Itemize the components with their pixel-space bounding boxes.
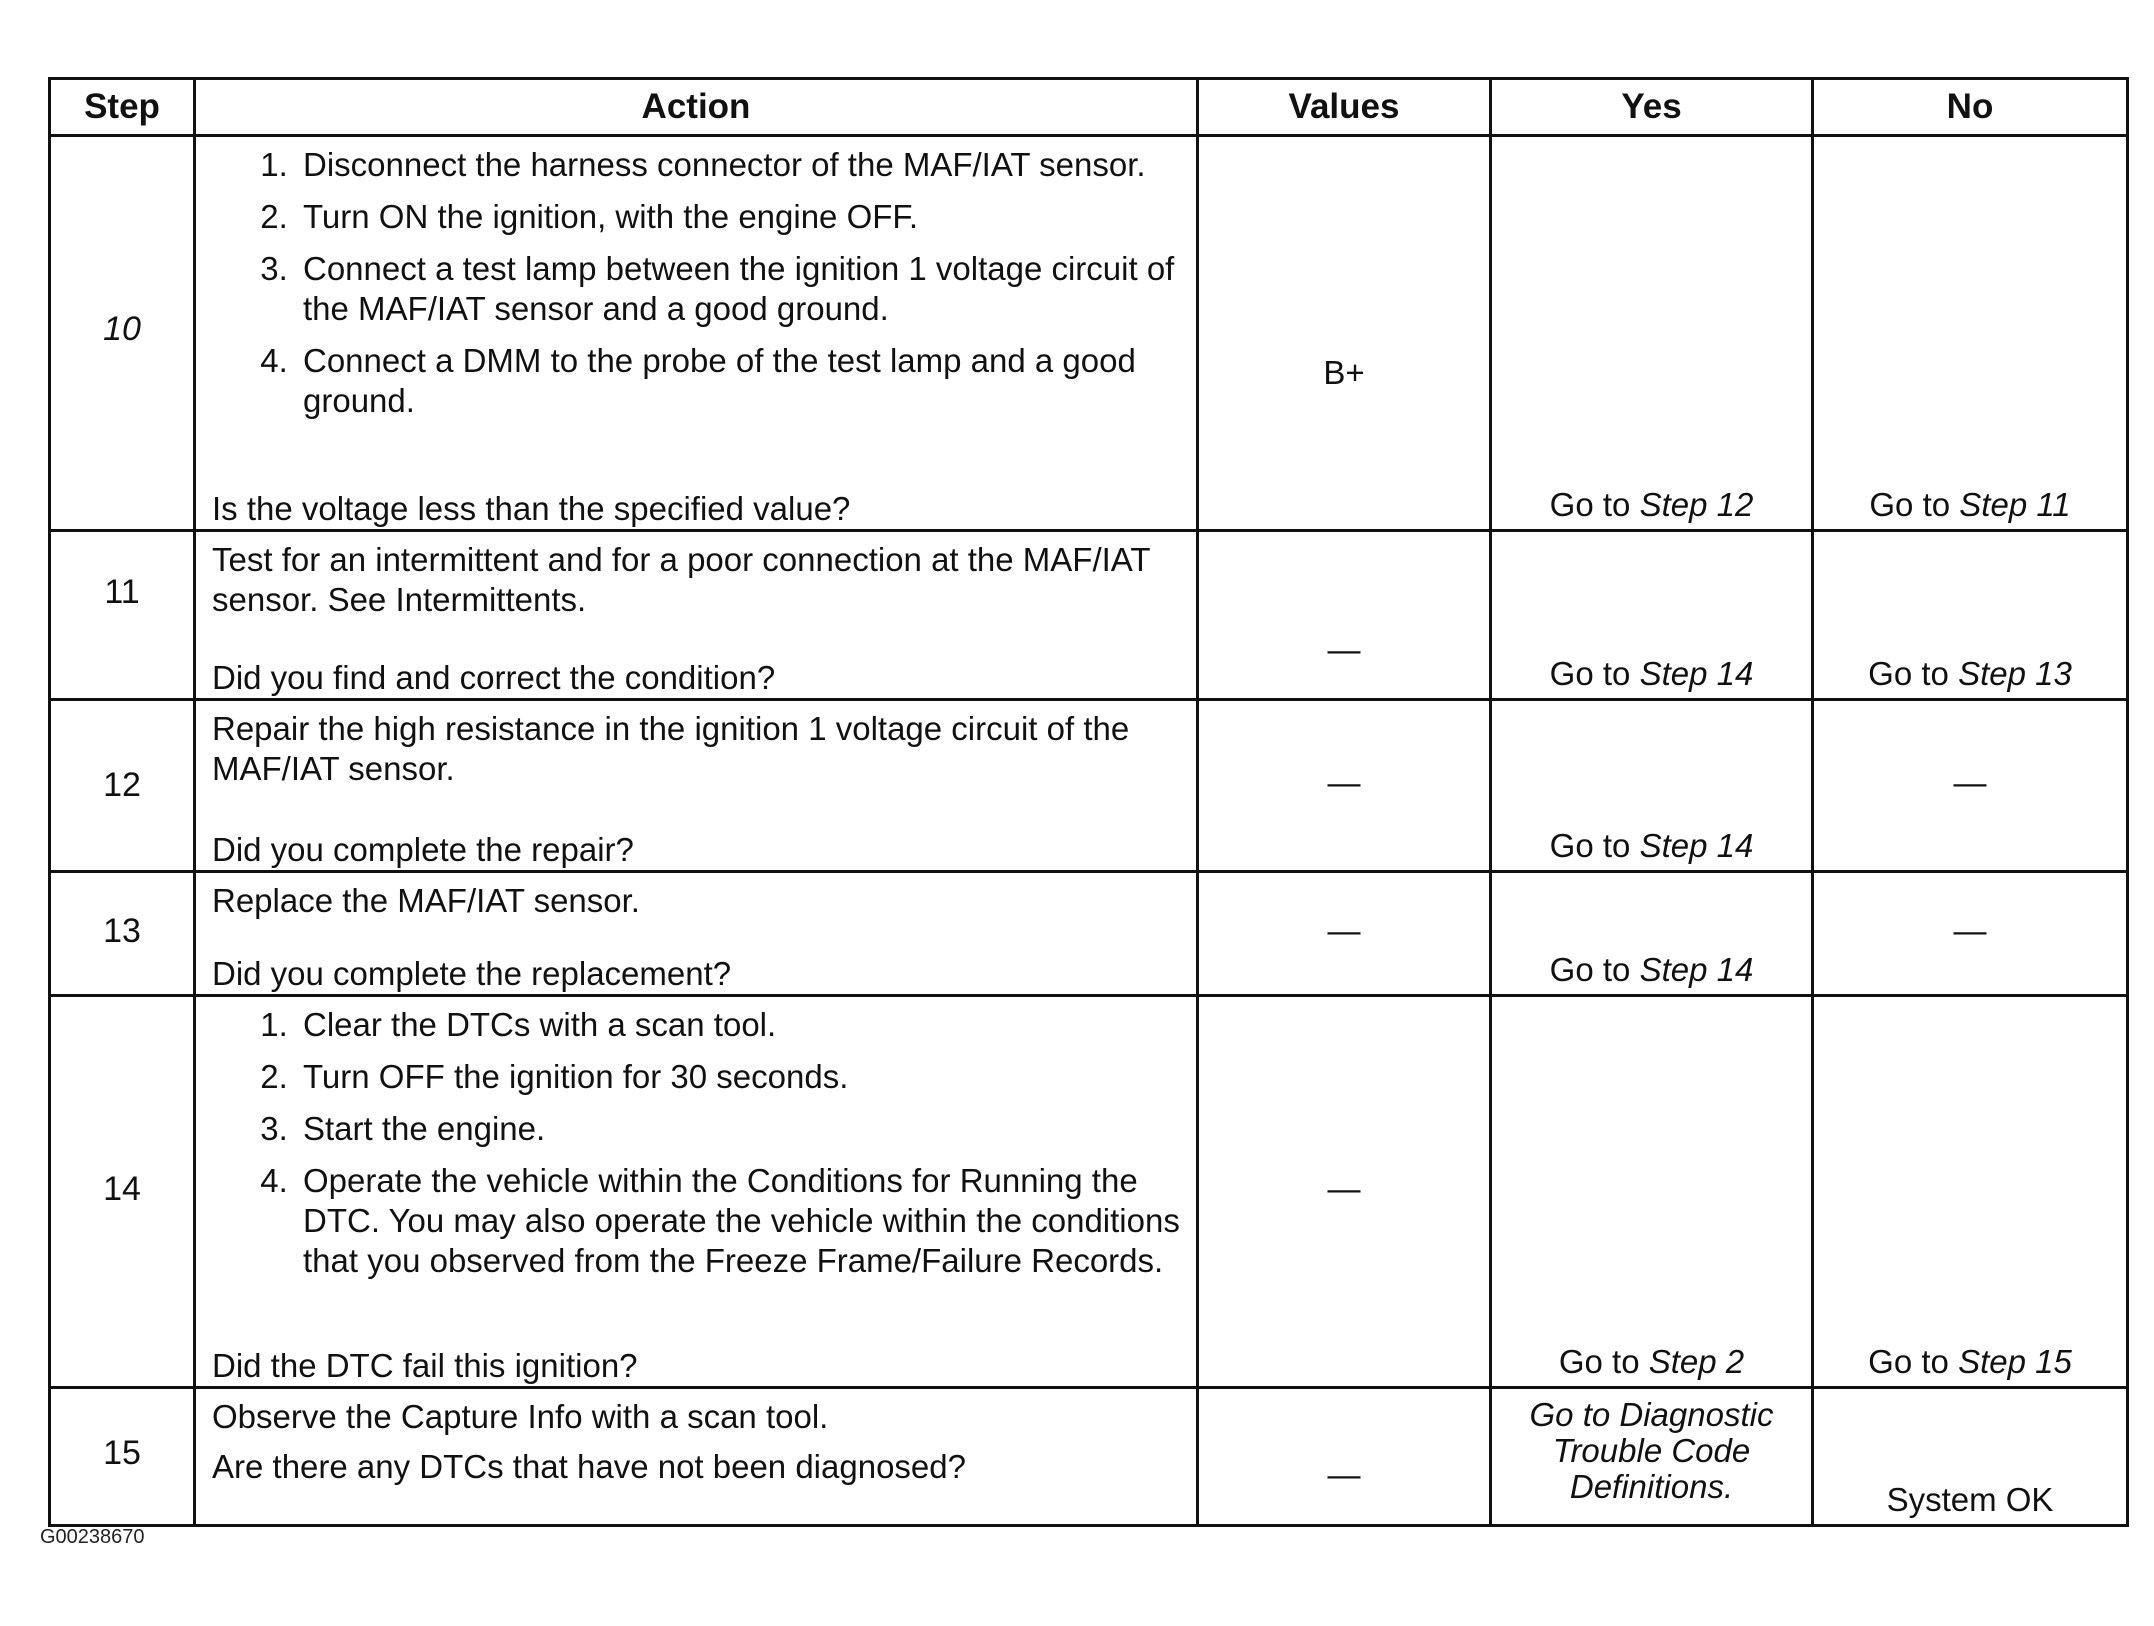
header-no: No	[1813, 79, 2128, 136]
action-text: Observe the Capture Info with a scan tool.	[212, 1398, 829, 1435]
table-row-step-10	[50, 136, 2128, 531]
no-result: —	[1953, 764, 1987, 801]
value-cell: B+	[1323, 354, 1365, 391]
list-item: 1. Clear the DTCs with a scan tool.	[297, 1005, 1180, 1045]
value-cell: —	[1327, 912, 1361, 949]
yes-result: Go to Step 14	[1549, 655, 1754, 692]
list-item: 4. Operate the vehicle within the Conditions for Running the DTC. You may also operate the vehicle within the conditions that you observed from the Freeze Frame/Failure Records.	[297, 1161, 1180, 1281]
step-link: Step 14	[1639, 951, 1754, 988]
yes-result: Go to Step 12	[1549, 486, 1754, 523]
step-link: Step 11	[1959, 486, 2071, 523]
table-row-step-12	[50, 700, 2128, 872]
table-row-step-15	[50, 1388, 2128, 1526]
header-action: Action	[195, 79, 1198, 136]
action-text: Replace the MAF/IAT sensor.	[212, 882, 640, 919]
action-cell	[196, 997, 1196, 1394]
value-cell: —	[1327, 1456, 1361, 1493]
action-list	[212, 145, 1180, 421]
step-link: Step 13	[1958, 655, 2072, 692]
table-row-step-14	[50, 996, 2128, 1388]
step-link: Step 15	[1958, 1343, 2072, 1380]
header-row	[50, 79, 2128, 136]
list-item: 1. Disconnect the harness connector of the MAF/IAT sensor.	[297, 145, 1180, 185]
action-cell	[196, 701, 1196, 878]
yes-result: Go to Step 2	[1558, 1343, 1745, 1380]
list-item: 4. Connect a DMM to the probe of the test lamp and a good ground.	[297, 341, 1180, 421]
yes-result: Go to Step 14	[1549, 827, 1754, 864]
question-text: Did you complete the repair?	[212, 831, 634, 868]
yes-result: Go to Step 14	[1549, 951, 1754, 988]
no-result: Go to Step 11	[1869, 486, 2071, 523]
step-link: Step 14	[1639, 827, 1754, 864]
step-link: Step 14	[1639, 655, 1754, 692]
value-cell: —	[1327, 1170, 1361, 1207]
step-link: Step 12	[1639, 486, 1754, 523]
list-item: 2. Turn OFF the ignition for 30 seconds.	[297, 1057, 1180, 1097]
list-item: 3. Connect a test lamp between the ignition 1 voltage circuit of the MAF/IAT sensor and a good ground.	[297, 249, 1180, 329]
action-text: Test for an intermittent and for a poor connection at the MAF/IAT sensor. See Intermittents.	[212, 541, 1150, 618]
value-cell: —	[1327, 631, 1361, 668]
action-cell	[196, 137, 1196, 537]
table-row-step-11	[50, 531, 2128, 700]
step-number: 15	[103, 1434, 141, 1472]
no-result: System OK	[1886, 1481, 2054, 1518]
question-text: Did you complete the replacement?	[212, 955, 732, 992]
step-number: 12	[103, 766, 141, 804]
action-list	[212, 1005, 1180, 1281]
step-number: 11	[104, 573, 140, 611]
question-text: Did the DTC fail this ignition?	[212, 1347, 638, 1384]
question-text: Are there any DTCs that have not been diagnosed?	[212, 1448, 966, 1485]
no-result: —	[1953, 912, 1987, 949]
diagnostic-table	[48, 77, 2129, 1527]
no-result: Go to Step 15	[1868, 1343, 2072, 1380]
no-result: Go to Step 13	[1868, 655, 2072, 692]
header-yes: Yes	[1491, 79, 1813, 136]
step-number: 10	[103, 310, 141, 348]
table-row-step-13	[50, 872, 2128, 996]
value-cell: —	[1327, 764, 1361, 801]
step-number: 14	[103, 1170, 141, 1208]
action-cell	[196, 1389, 1196, 1532]
list-item: 2. Turn ON the ignition, with the engine OFF.	[297, 197, 1180, 237]
header-step: Step	[50, 79, 195, 136]
yes-result: Go to Diagnostic Trouble Code Definitions.	[1529, 1396, 1774, 1505]
action-text: Repair the high resistance in the ignition 1 voltage circuit of the MAF/IAT sensor.	[212, 710, 1130, 787]
question-text: Is the voltage less than the specified value?	[212, 490, 851, 527]
step-link: Step 2	[1648, 1343, 1745, 1380]
figure-id: G00238670	[40, 1526, 145, 1548]
action-cell	[196, 532, 1196, 706]
question-text: Did you find and correct the condition?	[212, 659, 776, 696]
step-number: 13	[103, 912, 141, 950]
list-item: 3. Start the engine.	[297, 1109, 1180, 1149]
action-cell	[196, 873, 1196, 1002]
header-values: Values	[1198, 79, 1491, 136]
